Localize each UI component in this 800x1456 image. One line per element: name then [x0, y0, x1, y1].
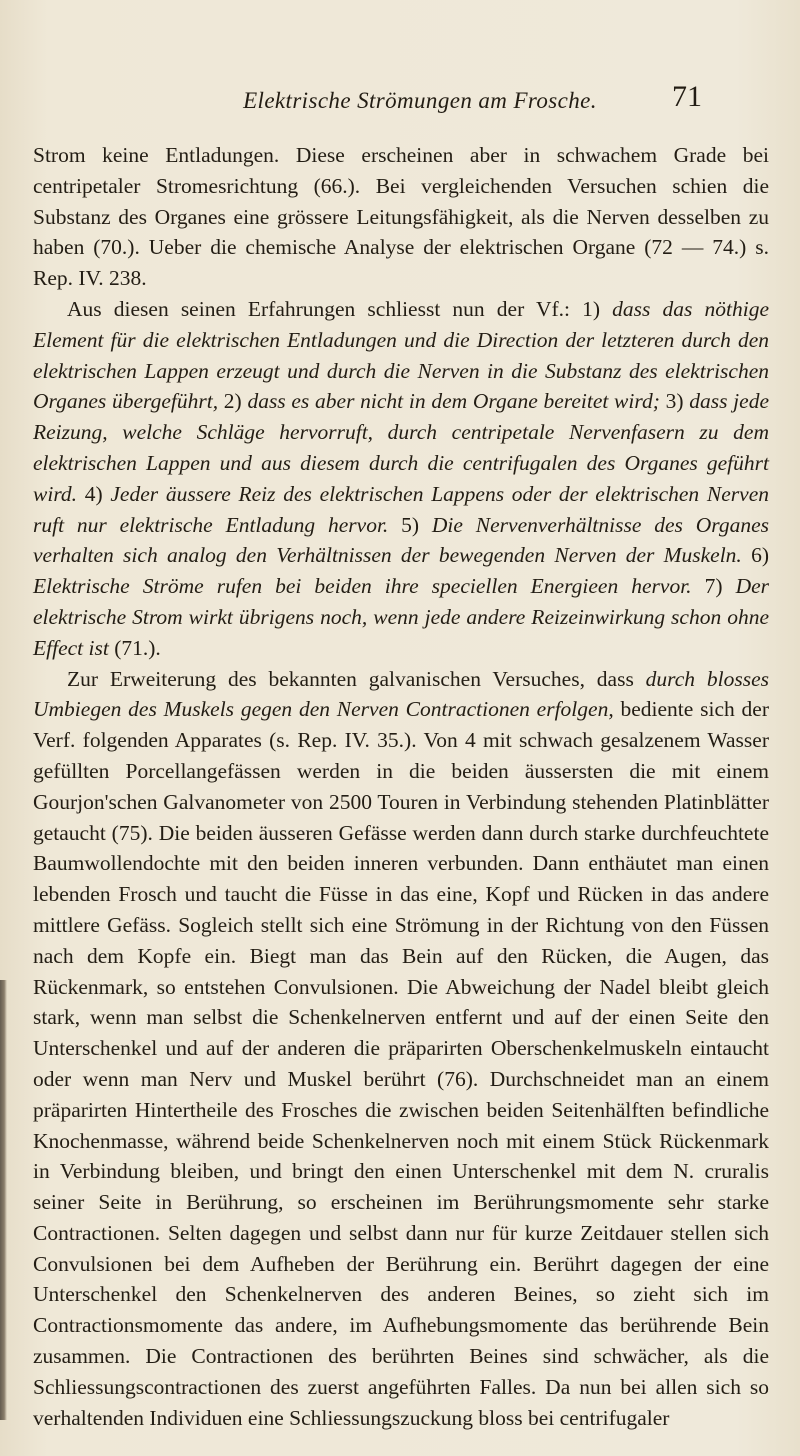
italic-text-segment: durch blosses Umbiegen des Muskels gegen den Nerven Contractionen erfolgen,: [33, 666, 769, 722]
italic-text-segment: dass es aber nicht in dem Organe bereitet wird;: [247, 389, 660, 414]
italic-text-segment: Der elektrische Strom wirkt übrigens noch, wenn jede andere Reizeinwirkung schon ohne Effect ist: [33, 574, 769, 660]
text-segment: 4): [77, 481, 111, 506]
text-segment: bediente sich der Verf. folgenden Apparates (s. Rep. IV. 35.). Von 4 mit schwach gesalzenem Wasser gefüllten Porcellangefässen werden in die beiden äussersten die mit einem Gourjon'schen Galvanometer von 2500 Touren in Verbindung stehenden Platinblätter getaucht (75). Die beiden äusseren Gefässe werden dann durch starke durchfeuchtete Baumwollendochte mit den beiden inneren verbunden. Dann enthäutet man einen lebenden Frosch und taucht die Füsse in das eine, Kopf und Rücken in das andere mittlere Gefäss. Sogleich stellt sich eine Strömung in der Richtung von den Füssen nach dem Kopfe ein. Biegt man das Bein auf den Rücken, die Augen, das Rückenmark, so entstehen Convulsionen. Die Abweichung der Nadel bleibt gleich stark, wenn man selbst die Schenkelnerven entfernt und auf der einen Seite den Unterschenkel und auf der anderen die präparirten Oberschenkelmuskeln eintaucht oder wenn man Nerv und Muskel berührt (76). Durchschneidet man an einem präparirten Hintertheile des Frosches die zwischen beiden Seitenhälften befindliche Knochenmasse, während beide Schenkelnerven noch mit einem Stück Rückenmark in Verbindung bleiben, und bringt den einen Unterschenkel mit dem N. cruralis seiner Seite in Berührung, so erscheinen im Berührungsmomente sehr starke Contractionen. Selten dagegen und selbst dann nur für kurze Zeitdauer stellen sich Convulsionen bei dem Aufheben der Berührung ein. Berührt dagegen der eine Unterschenkel den Schenkelnerven des anderen Beines, so zieht sich im Contractionsmomente das andere, im Aufhebungsmomente das berührende Bein zusammen. Die Contractionen des berührten Beines sind schwächer, als die Schliessungscontractionen des zuerst angeführten Falles. Da nun bei allen sich so verhaltenden Individuen eine Schliessungszuckung bloss bei centrifugaler: [33, 697, 769, 1430]
running-title: Elektrische Strömungen am Frosche.: [243, 88, 597, 113]
text-segment: Zur Erweiterung des bekannten galvanischen Versuches, dass: [67, 666, 646, 691]
text-segment: 2): [218, 389, 248, 414]
text-segment: Aus diesen seinen Erfahrungen schliesst nun der Vf.: 1): [67, 296, 613, 321]
page-number: 71: [672, 80, 702, 113]
italic-text-segment: Die Nervenverhältnisse des Organes verhalten sich analog den Verhältnissen der bewegenden Nerven der Muskeln.: [33, 512, 769, 568]
text-segment: (71.).: [108, 635, 161, 660]
paragraph: [33, 664, 769, 1434]
page-header: [0, 80, 800, 120]
body-text: [33, 140, 769, 1433]
text-segment: 5): [388, 512, 432, 537]
text-segment: 6): [741, 543, 769, 568]
text-segment: 7): [691, 574, 736, 599]
italic-text-segment: Elektrische Ströme rufen bei beiden ihre speciellen Energieen hervor.: [33, 574, 692, 599]
paragraph: [33, 294, 769, 664]
italic-text-segment: dass das nöthige Element für die elektrischen Entladungen und die Direction der letzteren durch den elektrischen Lappen erzeugt und durch die Nerven in die Substanz des elektrischen Organes übergeführt,: [33, 296, 770, 414]
text-segment: 3): [659, 389, 690, 414]
italic-text-segment: Jeder äussere Reiz des elektrischen Lappens oder der elektrischen Nerven ruft nur elektrische Entladung hervor.: [33, 481, 769, 537]
paragraph: [33, 140, 769, 294]
italic-text-segment: dass jede Reizung, welche Schläge hervorruft, durch centripetale Nervenfasern zu dem elektrischen Lappen und aus diesem durch die centrifugalen des Organes geführt wird.: [33, 389, 769, 506]
binding-shadow: [0, 980, 7, 1420]
text-segment: Strom keine Entladungen. Diese erscheinen aber in schwachem Grade bei centripetaler Stromesrichtung (66.). Bei vergleichenden Versuchen schien die Substanz des Organes eine grössere Leitungsfähigkeit, als die Nerven desselben zu haben (70.). Ueber die chemische Analyse der elektrischen Organe (72 — 74.) s. Rep. IV. 238.: [33, 143, 769, 291]
